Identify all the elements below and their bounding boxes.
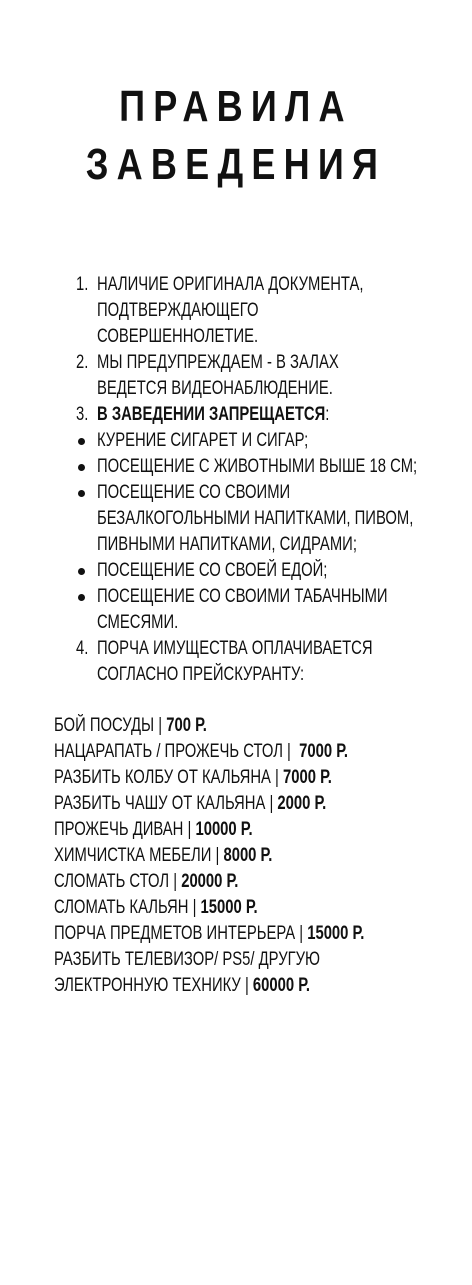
rule-text-line: ВЕДЕТСЯ ВИДЕОНАБЛЮДЕНИЕ. (97, 378, 333, 399)
rule-item-4 (0, 636, 472, 662)
page-title (42, 78, 429, 194)
bullet-item-food (0, 558, 472, 584)
rule-text-line: СОГЛАСНО ПРЕЙСКУРАНТУ: (97, 664, 305, 685)
price-item (54, 921, 382, 947)
rule-text-line: КУРЕНИЕ СИГАРЕТ И СИГАР; (97, 430, 309, 451)
title-line-1: ПРАВИЛА (119, 82, 353, 131)
bullet-icon (78, 568, 85, 575)
price-item (54, 713, 382, 739)
list-number: 4. (76, 638, 89, 659)
rule-text-line: НАЛИЧИЕ ОРИГИНАЛА ДОКУМЕНТА, (97, 274, 364, 295)
price-value: 15000 Р. (200, 897, 258, 918)
price-label: РАЗБИТЬ ЧАШУ ОТ КАЛЬЯНА | (54, 793, 278, 814)
list-number: 3. (76, 404, 89, 425)
rule-text-line: СМЕСЯМИ. (97, 612, 179, 633)
rule-item-2-cont (0, 376, 472, 402)
rule-item-1-cont (0, 324, 472, 350)
price-list (54, 713, 472, 999)
bullet-item-drinks-cont (0, 532, 472, 558)
price-item (54, 817, 382, 843)
rule-text-line: БЕЗАЛКОГОЛЬНЫМИ НАПИТКАМИ, ПИВОМ, (97, 508, 414, 529)
rule-text-line: ПОСЕЩЕНИЕ СО СВОИМИ (97, 482, 291, 503)
price-item (54, 869, 382, 895)
price-label: НАЦАРАПАТЬ / ПРОЖЕЧЬ СТОЛ | (54, 741, 300, 762)
price-item (54, 947, 382, 973)
bullet-item-animals (0, 454, 472, 480)
price-label: БОЙ ПОСУДЫ | (54, 715, 167, 736)
bullet-item-smoking (0, 428, 472, 454)
rule-text-line: ПОРЧА ИМУЩЕСТВА ОПЛАЧИВАЕТСЯ (97, 638, 373, 659)
rule-item-3 (0, 402, 472, 428)
rule-text-line: ПОСЕЩЕНИЕ СО СВОЕЙ ЕДОЙ; (97, 560, 328, 581)
rule-text-line (97, 402, 456, 428)
price-item (54, 973, 382, 999)
bullet-icon (78, 464, 85, 471)
rule-item-1-cont (0, 298, 472, 324)
price-label: ПРОЖЕЧЬ ДИВАН | (54, 819, 196, 840)
price-label: РАЗБИТЬ КОЛБУ ОТ КАЛЬЯНА | (54, 767, 284, 788)
price-value: 7000 Р. (299, 741, 349, 762)
price-label: СЛОМАТЬ КАЛЬЯН | (54, 897, 201, 918)
price-value: 15000 Р. (307, 923, 365, 944)
price-item (54, 765, 382, 791)
price-label: ХИМЧИСТКА МЕБЕЛИ | (54, 845, 224, 866)
rule-text-line: ПОСЕЩЕНИЕ С ЖИВОТНЫМИ ВЫШЕ 18 СМ; (97, 456, 418, 477)
price-label: ПОРЧА ПРЕДМЕТОВ ИНТЕРЬЕРА | (54, 923, 308, 944)
price-value: 20000 Р. (181, 871, 239, 892)
price-value: 8000 Р. (223, 845, 273, 866)
rule-text-line: СОВЕРШЕННОЛЕТИЕ. (97, 326, 259, 347)
rule-item-4-cont (0, 662, 472, 688)
price-value: 700 Р. (166, 715, 207, 736)
rule-text-line: ПОСЕЩЕНИЕ СО СВОИМИ ТАБАЧНЫМИ (97, 586, 388, 607)
rule-text-line: МЫ ПРЕДУПРЕЖДАЕМ - В ЗАЛАХ (97, 352, 339, 373)
rule-item-2 (0, 350, 472, 376)
price-value: 10000 Р. (195, 819, 253, 840)
bullet-item-tobacco (0, 584, 472, 610)
price-item (54, 791, 382, 817)
bullet-item-tobacco-cont (0, 610, 472, 636)
price-item (54, 895, 382, 921)
price-label: РАЗБИТЬ ТЕЛЕВИЗОР/ PS5/ ДРУГУЮ (54, 949, 321, 970)
bullet-item-drinks-cont (0, 506, 472, 532)
bullet-icon (78, 490, 85, 497)
price-label: ЭЛЕКТРОННУЮ ТЕХНИКУ | (54, 975, 253, 996)
price-label: СЛОМАТЬ СТОЛ | (54, 871, 182, 892)
rules-list (0, 272, 472, 688)
price-value: 60000 Р. (252, 975, 311, 996)
price-item (54, 843, 382, 869)
price-item (54, 739, 382, 765)
prohibited-heading: В ЗАВЕДЕНИИ ЗАПРЕЩАЕТСЯ (97, 404, 326, 425)
title-line-2: ЗАВЕДЕНИЯ (85, 140, 387, 189)
bullet-icon (78, 594, 85, 601)
bullet-icon (78, 438, 85, 445)
price-value: 2000 Р. (277, 793, 327, 814)
bullet-item-drinks (0, 480, 472, 506)
colon: : (325, 404, 330, 425)
list-number: 2. (76, 352, 89, 373)
rule-item-1 (0, 272, 472, 298)
list-number: 1. (76, 274, 89, 295)
rule-text-line: ПОДТВЕРЖДАЮЩЕГО (97, 300, 259, 321)
price-value: 7000 Р. (283, 767, 332, 788)
rule-text-line: ПИВНЫМИ НАПИТКАМИ, СИДРАМИ; (97, 534, 357, 555)
